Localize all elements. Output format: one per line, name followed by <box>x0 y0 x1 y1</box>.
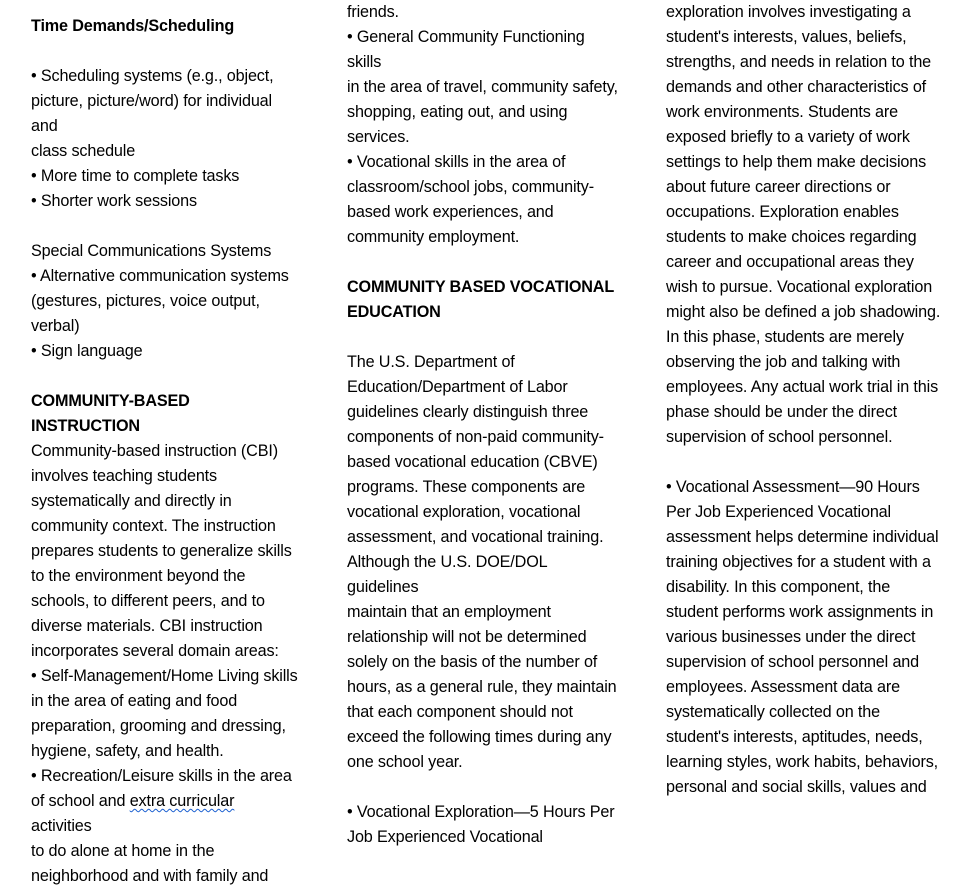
body-line: The U.S. Department of <box>347 353 515 371</box>
body-line: maintain that an employment <box>347 603 551 621</box>
body-line: to the environment beyond the <box>31 567 246 585</box>
body-line: shopping, eating out, and using <box>347 103 568 121</box>
body-line: schools, to different peers, and to <box>31 592 265 610</box>
bullet-line: • Recreation/Leisure skills in the area <box>31 767 292 785</box>
body-line: one school year. <box>347 753 463 771</box>
body-line: disability. In this component, the <box>666 578 891 596</box>
body-line: observing the job and talking with <box>666 353 901 371</box>
bullet-line: • Vocational skills in the area of <box>347 153 566 171</box>
body-line: vocational exploration, vocational <box>347 503 581 521</box>
bullet-line: • Sign language <box>31 342 143 360</box>
body-line: community context. The instruction <box>31 517 276 535</box>
community-based-instruction-body-block <box>31 439 299 889</box>
body-line: settings to help them make decisions <box>666 153 927 171</box>
body-line: exceed the following times during any <box>347 728 612 746</box>
body-line: that each component should not <box>347 703 573 721</box>
body-line: Although the U.S. DOE/DOL guidelines <box>347 553 552 596</box>
body-line: strengths, and needs in relation to the <box>666 53 932 71</box>
community-based-instruction-heading-block <box>31 389 299 439</box>
spacer <box>347 775 620 800</box>
text-prefix: of school and <box>31 792 130 810</box>
domain-areas-continued-block <box>347 0 620 250</box>
body-line: wish to pursue. Vocational exploration <box>666 278 933 296</box>
body-line: various businesses under the direct <box>666 628 916 646</box>
body-line: student's interests, aptitudes, needs, <box>666 728 923 746</box>
body-line: Job Experienced Vocational <box>347 828 543 846</box>
spacer <box>31 39 299 64</box>
bullet-line: class schedule <box>31 142 136 160</box>
body-line: components of non-paid community- <box>347 428 604 446</box>
body-line: in the area of eating and food <box>31 692 238 710</box>
body-line: personal and social skills, values and <box>666 778 927 796</box>
body-line: hours, as a general rule, they maintain <box>347 678 617 696</box>
heading-community-based-vocational-education-line2: EDUCATION <box>347 303 441 321</box>
body-line: exploration involves investigating a <box>666 3 911 21</box>
body-line: programs. These components are <box>347 478 586 496</box>
text-column-3 <box>638 0 957 796</box>
cbve-heading-block <box>347 275 620 325</box>
body-line: guidelines clearly distinguish three <box>347 403 589 421</box>
text-suffix: activities <box>31 792 239 835</box>
bullet-line: • More time to complete tasks <box>31 167 240 185</box>
body-line: learning styles, work habits, behaviors, <box>666 753 939 771</box>
body-line: might also be defined a job shadowing. <box>666 303 941 321</box>
body-line: training objectives for a student with a <box>666 553 931 571</box>
body-line: hygiene, safety, and health. <box>31 742 224 760</box>
bullet-line: • Scheduling systems (e.g., object, <box>31 67 274 85</box>
body-line: systematically collected on the <box>666 703 880 721</box>
spellcheck-misspelled-word[interactable]: extra curricular <box>129 792 235 810</box>
body-line: supervision of school personnel. <box>666 428 893 446</box>
text-column-1 <box>0 0 319 885</box>
spacer <box>31 364 299 389</box>
body-line: career and occupational areas they <box>666 253 914 271</box>
cbve-body-block <box>347 350 620 775</box>
body-line: students to make choices regarding <box>666 228 917 246</box>
body-line: community employment. <box>347 228 520 246</box>
bullet-line: (gestures, pictures, voice output, <box>31 292 260 310</box>
bullet-line: • Shorter work sessions <box>31 192 197 210</box>
vocational-exploration-bullet-block <box>347 800 620 850</box>
body-line: In this phase, students are merely <box>666 328 904 346</box>
body-line: student's interests, values, beliefs, <box>666 28 907 46</box>
special-communications-block <box>31 239 299 364</box>
body-line: occupations. Exploration enables <box>666 203 899 221</box>
time-demands-heading-block <box>31 14 299 39</box>
body-line: preparation, grooming and dressing, <box>31 717 286 735</box>
body-line: based work experiences, and <box>347 203 554 221</box>
body-line: friends. <box>347 3 399 21</box>
bullet-line: • Self-Management/Home Living skills <box>31 667 298 685</box>
body-line: assessment, and vocational training. <box>347 528 604 546</box>
body-line: about future career directions or <box>666 178 891 196</box>
heading-time-demands: Time Demands/Scheduling <box>31 17 235 35</box>
body-line: student performs work assignments in <box>666 603 934 621</box>
body-line-with-spellcheck <box>31 789 299 839</box>
body-line: work environments. Students are <box>666 103 898 121</box>
body-line: relationship will not be determined <box>347 628 587 646</box>
body-line: assessment helps determine individual <box>666 528 939 546</box>
heading-community-based-vocational-education: COMMUNITY BASED VOCATIONAL <box>347 278 615 296</box>
bullet-line: • Vocational Exploration—5 Hours Per <box>347 803 615 821</box>
bullet-line: verbal) <box>31 317 80 335</box>
body-line: phase should be under the direct <box>666 403 897 421</box>
time-demands-bullets-block <box>31 64 299 214</box>
body-line: employees. Assessment data are <box>666 678 900 696</box>
body-line: based vocational education (CBVE) <box>347 453 598 471</box>
body-line: neighborhood and with family and <box>31 867 269 885</box>
spacer <box>347 325 620 350</box>
body-line: in the area of travel, community safety, <box>347 78 618 96</box>
subheading-special-communications: Special Communications Systems <box>31 242 272 260</box>
heading-community-based-instruction: COMMUNITY-BASED INSTRUCTION <box>31 392 195 435</box>
body-line: to do alone at home in the <box>31 842 215 860</box>
body-line: demands and other characteristics of <box>666 78 927 96</box>
body-line: solely on the basis of the number of <box>347 653 598 671</box>
body-line: prepares students to generalize skills <box>31 542 292 560</box>
body-line: Community-based instruction (CBI) <box>31 442 278 460</box>
body-line: supervision of school personnel and <box>666 653 920 671</box>
body-line: involves teaching students <box>31 467 217 485</box>
body-line: Education/Department of Labor <box>347 378 568 396</box>
spacer <box>347 250 620 275</box>
body-line: employees. Any actual work trial in this <box>666 378 939 396</box>
vocational-assessment-bullet-block <box>666 475 945 800</box>
body-line: systematically and directly in <box>31 492 232 510</box>
body-line: Per Job Experienced Vocational <box>666 503 891 521</box>
body-line: incorporates several domain areas: <box>31 642 279 660</box>
spacer <box>666 450 945 475</box>
bullet-line: • Alternative communication systems <box>31 267 289 285</box>
body-line: diverse materials. CBI instruction <box>31 617 263 635</box>
body-line: exposed briefly to a variety of work <box>666 128 910 146</box>
bullet-line: • Vocational Assessment—90 Hours <box>666 478 920 496</box>
spacer <box>31 214 299 239</box>
bullet-line: picture, picture/word) for individual and <box>31 92 277 135</box>
body-line: services. <box>347 128 410 146</box>
text-column-2 <box>319 0 638 846</box>
vocational-exploration-body-block <box>666 0 945 450</box>
bullet-line: • General Community Functioning skills <box>347 28 590 71</box>
body-line: classroom/school jobs, community- <box>347 178 594 196</box>
